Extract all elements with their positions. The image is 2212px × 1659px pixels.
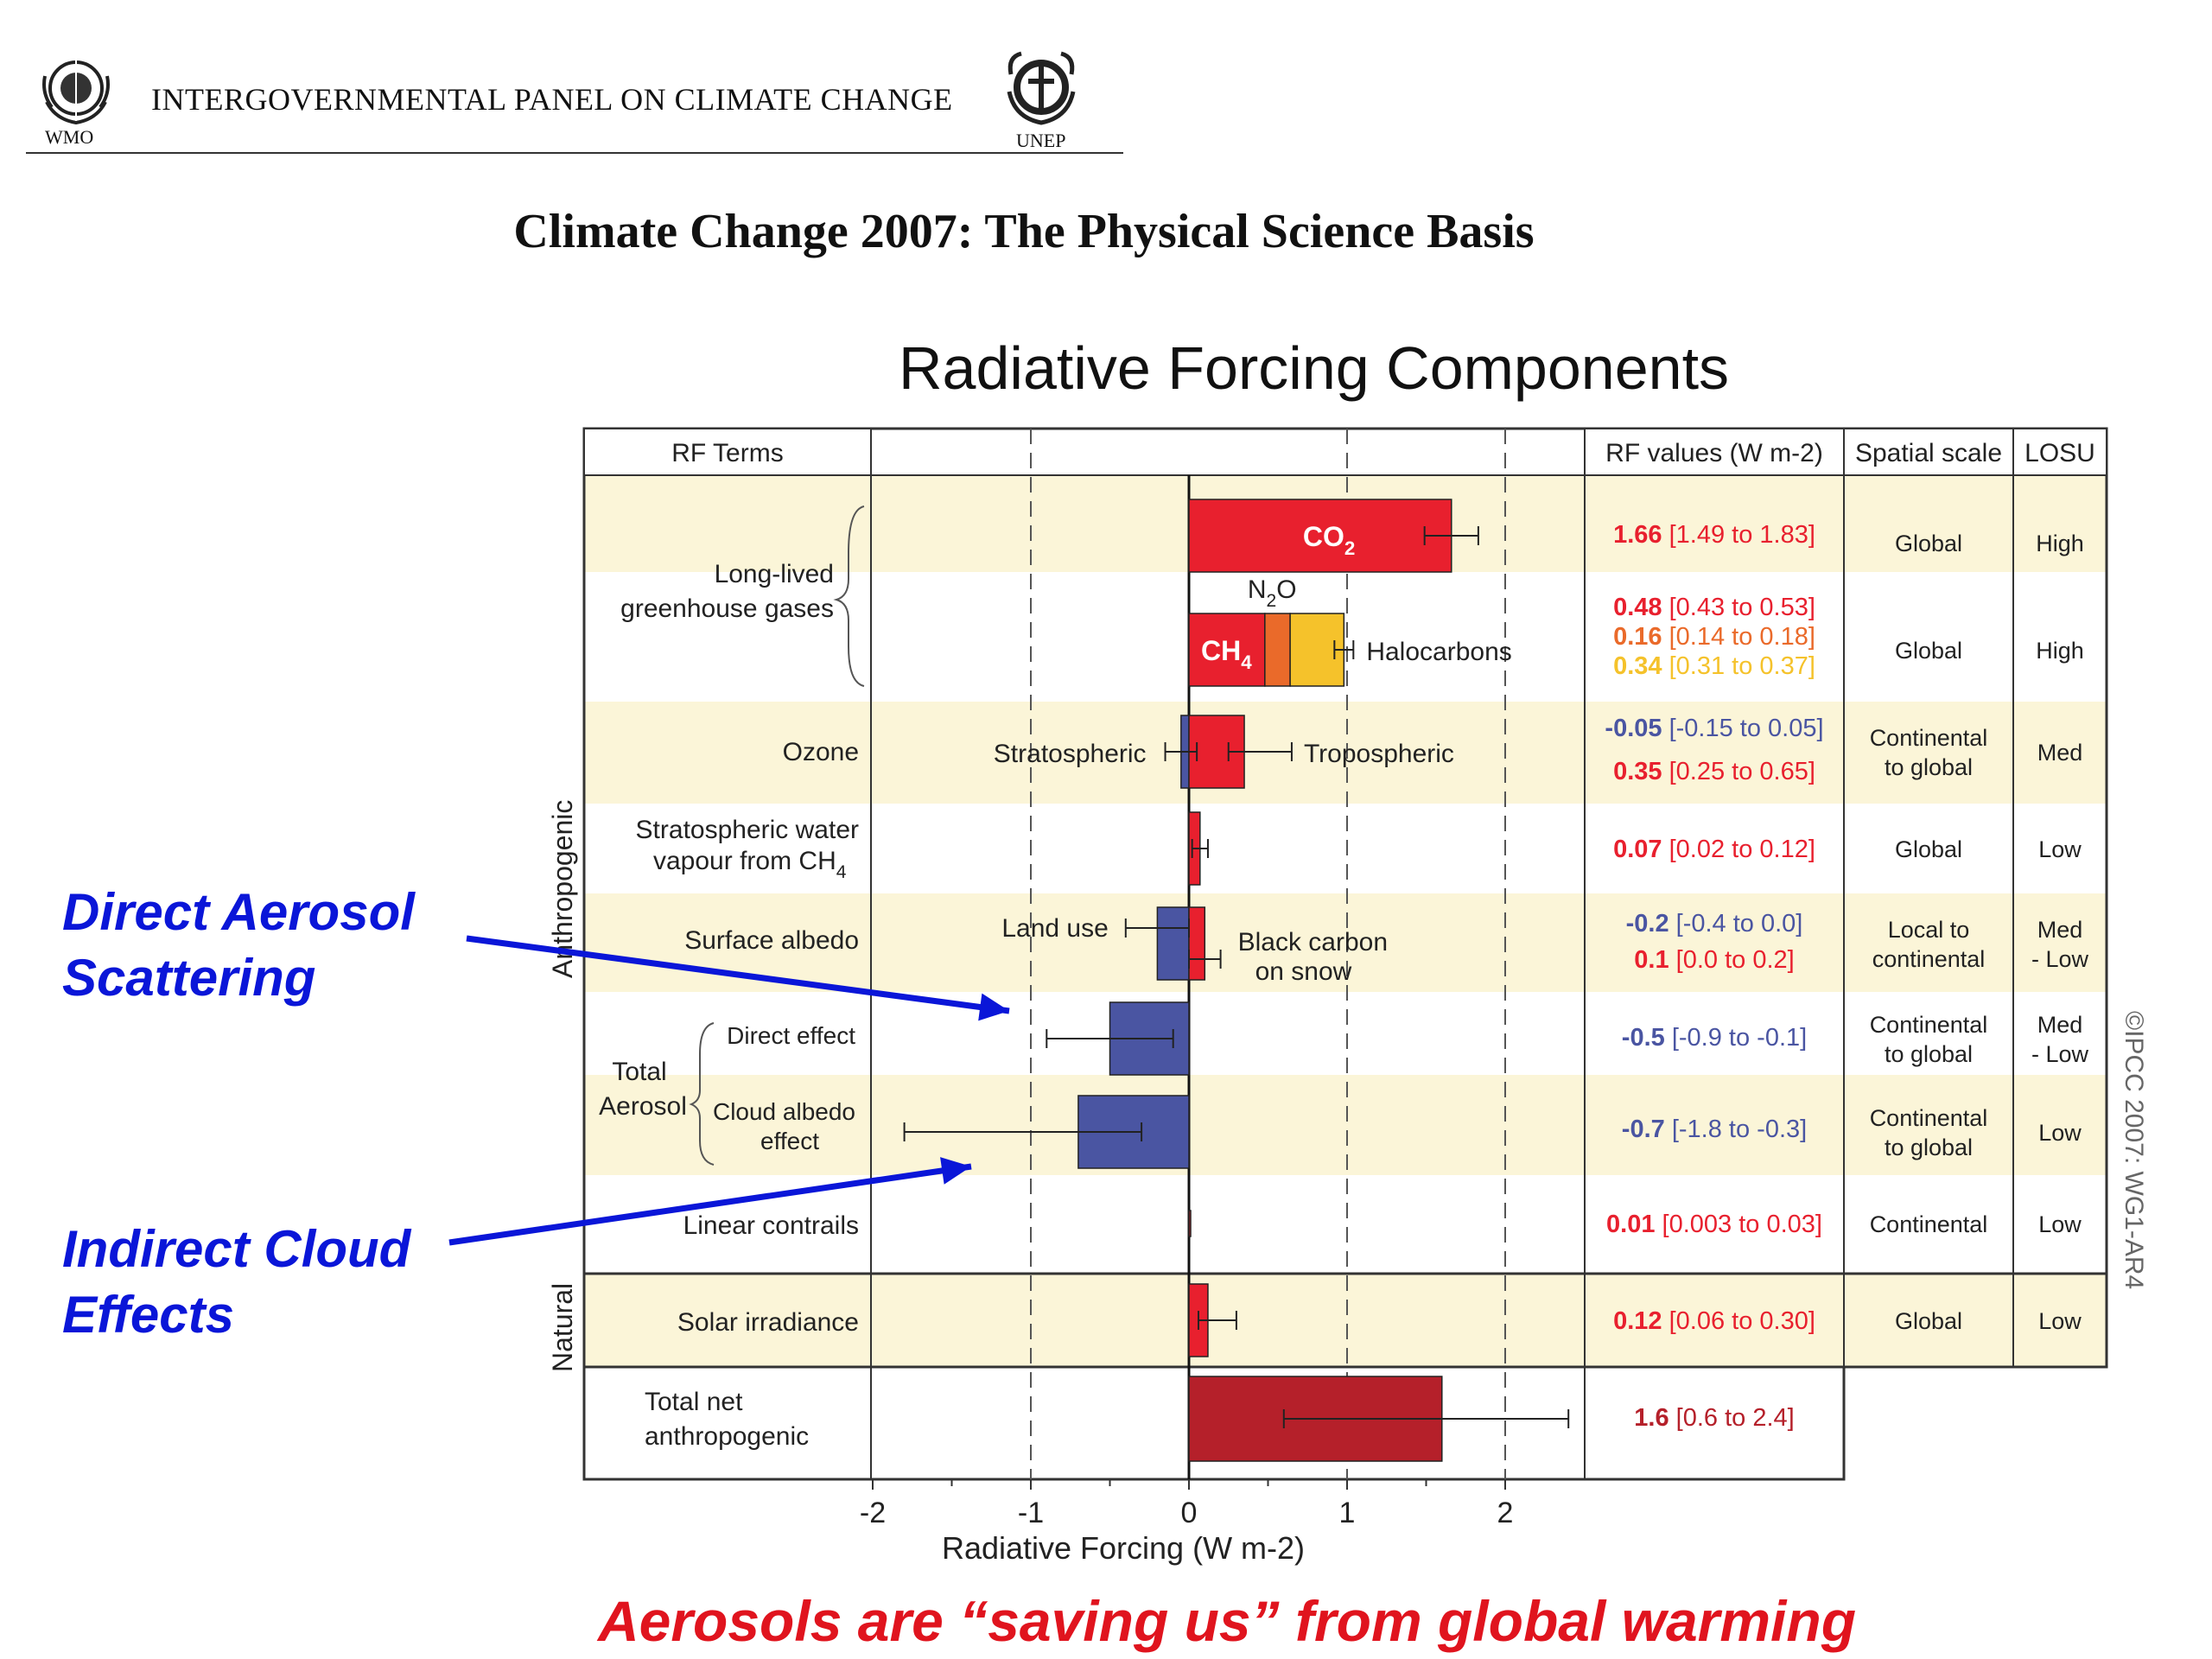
losu-row-5-0: Low bbox=[2038, 1120, 2082, 1146]
spatial-scale-row-1-0: Continental bbox=[1869, 725, 1988, 751]
copyright-label: ©IPCC 2007: WG1-AR4 bbox=[2120, 1011, 2148, 1290]
row-label-total-1: Total net bbox=[645, 1388, 743, 1416]
spatial-scale-row-2-0: Global bbox=[1894, 836, 1963, 862]
bar-black-carbon bbox=[1189, 907, 1205, 980]
spatial-scale-row-4-0: Continental bbox=[1869, 1012, 1988, 1038]
spatial-scale-row-6-0: Continental bbox=[1869, 1211, 1988, 1237]
x-tick-label: 1 bbox=[1338, 1497, 1356, 1529]
row-label-contrails: Linear contrails bbox=[683, 1211, 859, 1240]
losu-row-3-1: - Low bbox=[2031, 946, 2089, 972]
callout-indirect-line2: Effects bbox=[62, 1286, 234, 1344]
x-tick-label: 2 bbox=[1497, 1497, 1514, 1529]
label-black-carbon-2: on snow bbox=[1255, 957, 1352, 986]
row-label-ozone: Ozone bbox=[782, 738, 859, 766]
callout-arrow-direct-head bbox=[978, 994, 1009, 1021]
label-total-aerosol-1: Total bbox=[612, 1058, 667, 1086]
callout-direct-line1: Direct Aerosol bbox=[62, 883, 415, 941]
bar-linear-contrails bbox=[1189, 1211, 1191, 1236]
label-total-aerosol-2: Aerosol bbox=[599, 1092, 687, 1121]
group-label-natural: Natural bbox=[547, 1282, 578, 1372]
rf-value-row-3-0: -0.2 [-0.4 to 0.0] bbox=[1625, 910, 1803, 938]
row-label-total-2: anthropogenic bbox=[645, 1422, 810, 1451]
losu-row-3-0: Med bbox=[2037, 917, 2083, 943]
row-label-solar: Solar irradiance bbox=[677, 1308, 859, 1337]
rf-value-row-2-0: 0.07 [0.02 to 0.12] bbox=[1613, 836, 1815, 863]
header-losu: LOSU bbox=[2024, 439, 2095, 467]
row-label-cloud-albedo-2: effect bbox=[760, 1128, 819, 1154]
rf-value-row-4-0: -0.5 [-0.9 to -0.1] bbox=[1621, 1024, 1808, 1052]
header-spatial-scale: Spatial scale bbox=[1854, 439, 2003, 467]
rf-value-row-8-0: 1.6 [0.6 to 2.4] bbox=[1634, 1404, 1795, 1432]
row-label-strat-water-1: Stratospheric water bbox=[635, 816, 859, 844]
spatial-scale-row-3-0: Local to bbox=[1887, 917, 1970, 943]
rf-value-row-3-1: 0.1 [0.0 to 0.2] bbox=[1634, 946, 1795, 974]
bar-n2o bbox=[1265, 613, 1290, 686]
rf-value-row-7-0: 0.12 [0.06 to 0.30] bbox=[1613, 1307, 1815, 1335]
rf-value-ozone-0: -0.05 [-0.15 to 0.05] bbox=[1605, 715, 1824, 742]
spatial-scale-row-1-1: to global bbox=[1884, 754, 1974, 780]
row-label-direct-effect: Direct effect bbox=[727, 1022, 855, 1049]
losu-ghg-1: High bbox=[2036, 638, 2084, 664]
rf-value-ghg-2: 0.16 [0.14 to 0.18] bbox=[1613, 623, 1815, 651]
losu-row-6-0: Low bbox=[2038, 1211, 2082, 1237]
rf-value-ghg-3: 0.34 [0.31 to 0.37] bbox=[1613, 652, 1815, 680]
label-tropospheric: Tropospheric bbox=[1303, 740, 1454, 768]
rf-value-ozone-1: 0.35 [0.25 to 0.65] bbox=[1613, 758, 1815, 785]
losu-ghg-0: High bbox=[2036, 531, 2084, 556]
losu-row-1-0: Med bbox=[2037, 740, 2083, 766]
losu-row-4-1: - Low bbox=[2031, 1041, 2089, 1067]
header-rf-values: RF values (W m-2) bbox=[1605, 439, 1823, 467]
header-rf-terms: RF Terms bbox=[671, 439, 784, 467]
spatial-scale-ghg-1: Global bbox=[1894, 638, 1963, 664]
bar-label-n2o: $N_2O$ bbox=[1247, 575, 1297, 611]
row-label-ghg-1: Long-lived bbox=[714, 560, 834, 588]
label-black-carbon-1: Black carbon bbox=[1237, 928, 1389, 957]
label-land-use: Land use bbox=[1001, 914, 1109, 943]
callout-indirect-line1: Indirect Cloud bbox=[62, 1220, 411, 1278]
losu-row-4-0: Med bbox=[2037, 1012, 2083, 1038]
row-label-ghg-2: greenhouse gases bbox=[620, 594, 834, 623]
x-tick-label: -2 bbox=[859, 1497, 887, 1529]
spatial-scale-row-7-0: Global bbox=[1894, 1308, 1963, 1334]
callout-indirect-cloud bbox=[62, 1217, 410, 1348]
spatial-scale-row-4-1: to global bbox=[1884, 1041, 1974, 1067]
row-label-surface-albedo: Surface albedo bbox=[684, 926, 859, 955]
losu-row-7-0: Low bbox=[2038, 1308, 2082, 1334]
label-stratospheric: Stratospheric bbox=[993, 740, 1147, 768]
rf-value-ghg-1: 0.48 [0.43 to 0.53] bbox=[1613, 594, 1815, 621]
bar-label-halocarbons: Halocarbons bbox=[1366, 638, 1512, 666]
header-title: INTERGOVERNMENTAL PANEL ON CLIMATE CHANGE bbox=[151, 82, 953, 117]
document-title: Climate Change 2007: The Physical Science Basis bbox=[513, 205, 1535, 258]
group-label-anthropogenic: Anthropogenic bbox=[547, 799, 578, 978]
chart-title: Radiative Forcing Components bbox=[899, 334, 1730, 402]
losu-row-2-0: Low bbox=[2038, 836, 2082, 862]
rf-value-row-6-0: 0.01 [0.003 to 0.03] bbox=[1606, 1211, 1822, 1238]
bottom-caption: Aerosols are “saving us” from global warming bbox=[597, 1589, 1857, 1653]
bar-label-ch4: $CH_4$ bbox=[1201, 635, 1252, 673]
rf-value-ghg-0: 1.66 [1.49 to 1.83] bbox=[1613, 521, 1815, 549]
row-label-cloud-albedo-1: Cloud albedo bbox=[712, 1098, 855, 1125]
x-tick-label: -1 bbox=[1017, 1497, 1045, 1529]
x-axis-label: Radiative Forcing (W m-2) bbox=[941, 1530, 1306, 1566]
callout-direct-aerosol bbox=[62, 880, 415, 1011]
row-label-strat-water-2: vapour from $CH_4$ bbox=[653, 847, 847, 882]
spatial-scale-row-5-1: to global bbox=[1884, 1135, 1974, 1160]
unep-label: UNEP bbox=[1016, 130, 1066, 151]
callout-direct-line2: Scattering bbox=[62, 949, 316, 1007]
spatial-scale-ghg-0: Global bbox=[1894, 531, 1963, 556]
bar-label-co2: $CO_2$ bbox=[1302, 521, 1356, 559]
spatial-scale-row-3-1: continental bbox=[1872, 946, 1986, 972]
spatial-scale-row-5-0: Continental bbox=[1869, 1105, 1988, 1131]
wmo-label: WMO bbox=[45, 126, 94, 148]
rf-value-row-5-0: -0.7 [-1.8 to -0.3] bbox=[1621, 1116, 1808, 1143]
x-tick-label: 0 bbox=[1180, 1497, 1198, 1529]
bar-land-use bbox=[1157, 907, 1189, 980]
